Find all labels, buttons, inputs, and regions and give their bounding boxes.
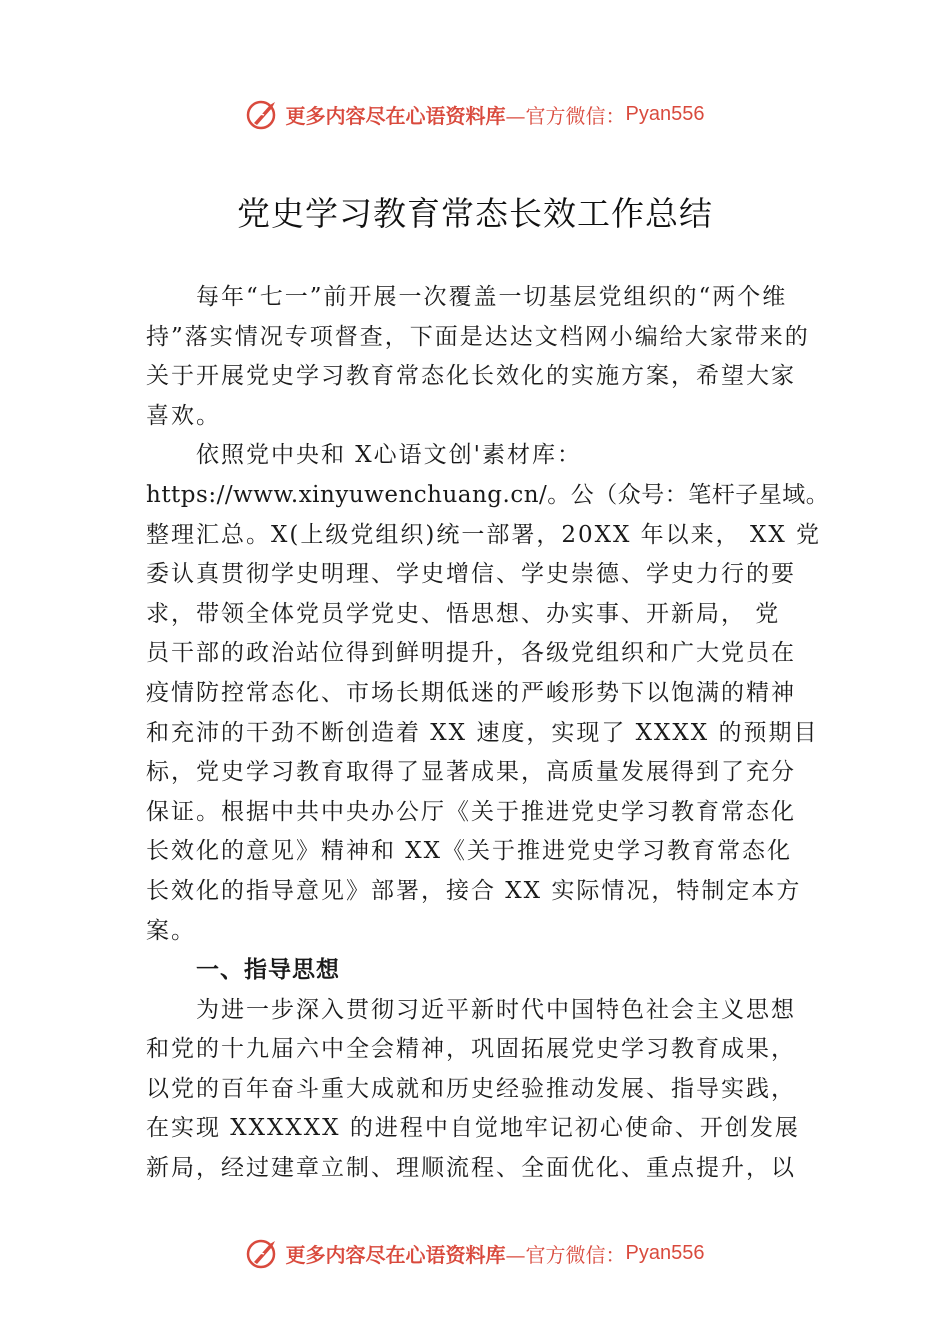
body-line: 为进一步深入贯彻习近平新时代中国特色社会主义思想 <box>196 996 796 1023</box>
body-line: 关于开展党史学习教育常态化长效化的实施方案，希望大家 <box>146 363 796 390</box>
header-banner <box>0 94 950 134</box>
body-line: 每年“七一”前开展一次覆盖一切基层党组织的“两个维 <box>196 284 788 310</box>
footer-banner <box>0 1233 950 1273</box>
body-line: 委认真贯彻学史明理、学史增信、学史崇德、学史力行的要 <box>146 561 796 588</box>
body-line: 在实现 XXXXXX 的进程中自觉地牢记初心使命、开创发展 <box>146 1115 800 1142</box>
body-line: 以党的百年奋斗重大成就和历史经验推动发展、指导实践， <box>146 1075 796 1102</box>
document-title: 党史学习教育常态长效工作总结 <box>237 194 713 233</box>
banner-text-wechat-label: —官方微信： <box>505 103 626 128</box>
document-body <box>146 278 836 1189</box>
body-line: 长效化的意见》精神和 XX《关于推进党史学习教育常态化 <box>146 838 793 865</box>
body-line: 案。 <box>146 917 196 944</box>
banner-text-wechat-label: —官方微信： <box>505 1242 626 1267</box>
body-line: 持”落实情况专项督查，下面是达达文档网小编给大家带来的 <box>146 323 810 350</box>
body-line: 和充沛的干劲不断创造着 XX 速度，实现了 XXXX 的预期目 <box>146 719 819 746</box>
pen-nib-logo-icon <box>246 1236 280 1270</box>
body-line: 新局，经过建章立制、理顺流程、全面优化、重点提升，以 <box>146 1155 796 1182</box>
body-line: 员干部的政治站位得到鲜明提升，各级党组织和广大党员在 <box>146 640 796 667</box>
banner-text-main: 更多内容尽在心语资料库 <box>285 1242 506 1267</box>
body-line: 疫情防控常态化、市场长期低迷的严峻形势下以饱满的精神 <box>146 679 796 706</box>
banner-text-wechat-id: Pyan556 <box>625 1241 705 1264</box>
body-line: 整理汇总。X(上级党组织)统一部署，20XX 年以来， XX 党 <box>146 521 822 548</box>
body-line: 喜欢。 <box>146 402 221 429</box>
body-line-url: https://www.xinyuwenchuang.cn/。公（众号：笔杆子星域。 <box>146 481 830 508</box>
body-line: 求，带领全体党员学党史、悟思想、办实事、开新局， 党 <box>146 600 781 627</box>
banner-text-main: 更多内容尽在心语资料库 <box>285 103 506 128</box>
body-line: 和党的十九届六中全会精神，巩固拓展党史学习教育成果， <box>146 1036 796 1063</box>
body-line: 长效化的指导意见》部署，接合 XX 实际情况，特制定本方 <box>146 877 802 904</box>
pen-nib-logo-icon <box>246 97 280 131</box>
section-heading: 一、指导思想 <box>196 957 340 984</box>
body-line: 保证。根据中共中央办公厅《关于推进党史学习教育常态化 <box>146 798 796 825</box>
body-line: 依照党中央和 X心语文创'素材库： <box>196 442 583 469</box>
banner-text-wechat-id: Pyan556 <box>625 102 705 125</box>
body-line: 标，党史学习教育取得了显著成果，高质量发展得到了充分 <box>146 759 796 786</box>
